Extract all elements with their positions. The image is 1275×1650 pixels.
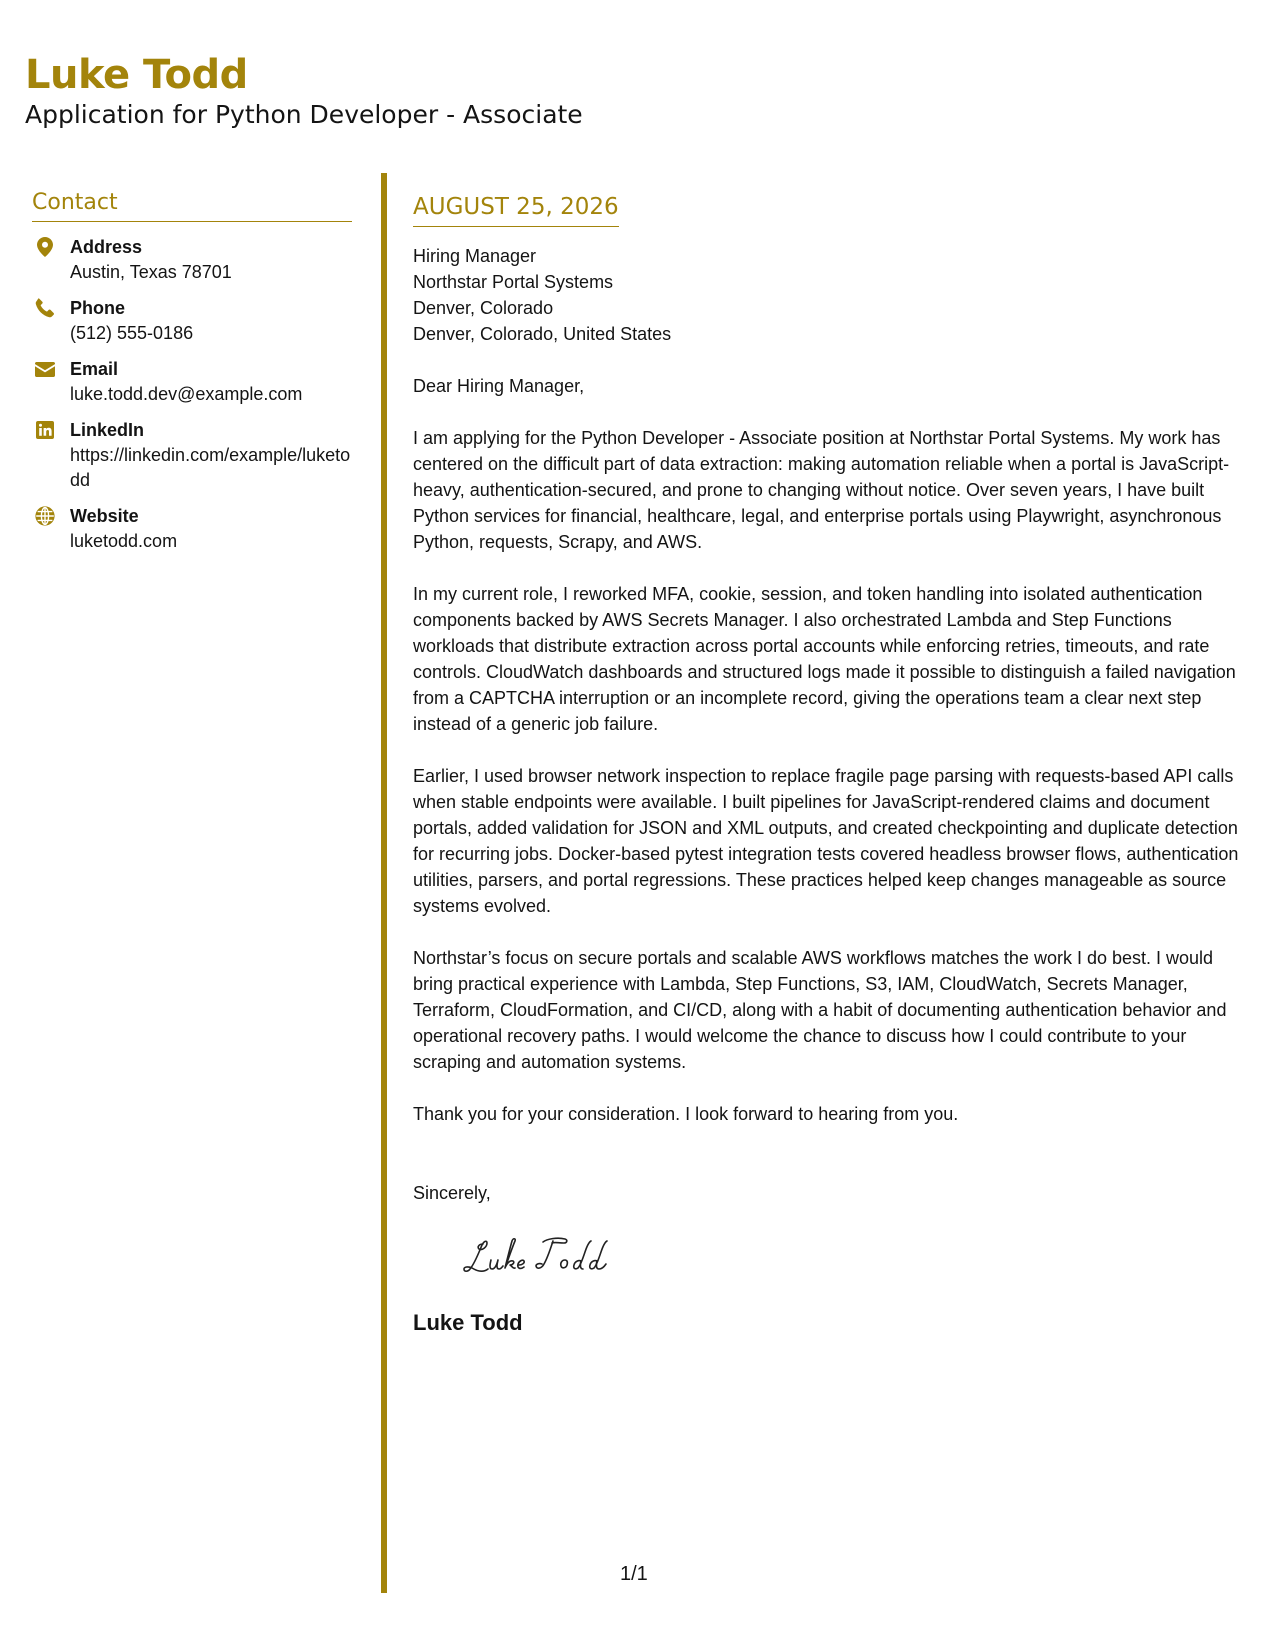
contact-label-website: Website [70,506,139,526]
body-paragraph: Earlier, I used browser network inspection to replace fragile page parsing with requests-based API calls when stable endpoints were available. I built pipelines for JavaScript-rendered claims and document portals, added validation for JSON and XML outputs, and created checkpointing and duplicate detection for recurring jobs. Docker-based pytest integration tests covered headless browser flows, authentication utilities, parsers, and portal regressions. These practices helped keep changes manageable as source systems evolved. [413,766,1239,916]
column-divider [381,173,387,1593]
body-paragraph: I am applying for the Python Developer - Associate position at Northstar Portal Systems. My work has centered on the difficult part of data extraction: making automation reliable when a portal is JavaScript-heavy, authentication-secured, and prone to changing without notice. Over seven years, I have built Python services for financial, healthcare, legal, and enterprise portals using Playwright, asynchronous Python, requests, Scrapy, and AWS. [413,428,1230,552]
contact-label-phone: Phone [70,298,126,318]
contact-text [70,235,352,285]
body-paragraph: Thank you for your consideration. I look forward to hearing from you. [413,1104,959,1124]
envelope-icon [34,358,56,380]
contact-item-linkedin [32,418,352,493]
handwritten-signature [461,1230,641,1286]
contact-list [32,235,352,554]
map-pin-icon [34,236,56,258]
application-title: Application for Python Developer - Associate [25,100,583,129]
applicant-name: Luke Todd [25,52,248,98]
page-number: 1/1 [620,1563,648,1585]
contact-item-email [32,357,352,407]
contact-text [70,357,352,407]
contact-text [70,418,352,493]
phone-icon [34,297,56,319]
contact-value-email: luke.todd.dev@example.com [70,384,303,404]
contact-heading: Contact [32,188,352,222]
letter-body [413,190,1248,1338]
contact-item-address [32,235,352,285]
closing: Sincerely, [413,1183,491,1203]
signer-name: Luke Todd [413,1310,523,1335]
contact-label-address: Address [70,237,143,257]
recipient-block [413,243,1248,347]
contact-text [70,504,352,554]
salutation: Dear Hiring Manager, [413,376,585,396]
letter-date: AUGUST 25, 2026 [413,190,619,227]
contact-value-website: luketodd.com [70,531,178,551]
contact-label-email: Email [70,359,119,379]
linkedin-icon [34,419,56,441]
recipient-line: Hiring Manager [413,246,537,266]
contact-sidebar [32,188,352,565]
body-paragraph: In my current role, I reworked MFA, cookie, session, and token handling into isolated authentication components backed by AWS Secrets Manager. I also orchestrated Lambda and Step Functions workloads that distribute extraction across portal accounts while enforcing retries, timeouts, and rate controls. CloudWatch dashboards and structured logs made it possible to distinguish a failed navigation from a CAPTCHA interruption or an incomplete record, giving the operations team a clear next step instead of a generic job failure. [413,584,1236,734]
recipient-line: Northstar Portal Systems [413,272,614,292]
contact-value-address: Austin, Texas 78701 [70,262,232,282]
contact-text [70,296,352,346]
body-paragraph: Northstar’s focus on secure portals and scalable AWS workflows matches the work I do best. I would bring practical experience with Lambda, Step Functions, S3, IAM, CloudWatch, Secrets Manager, Terraform, CloudFormation, and CI/CD, along with a habit of documenting authentication behavior and operational recovery paths. I would welcome the chance to discuss how I could contribute to your scraping and automation systems. [413,948,1227,1072]
contact-label-linkedin: LinkedIn [70,420,145,440]
recipient-line: Denver, Colorado, United States [413,324,672,344]
contact-item-phone [32,296,352,346]
contact-item-website [32,504,352,554]
contact-value-linkedin: https://linkedin.com/example/luketodd [70,445,351,490]
globe-icon [34,505,56,527]
contact-value-phone: (512) 555-0186 [70,323,194,343]
recipient-line: Denver, Colorado [413,298,554,318]
